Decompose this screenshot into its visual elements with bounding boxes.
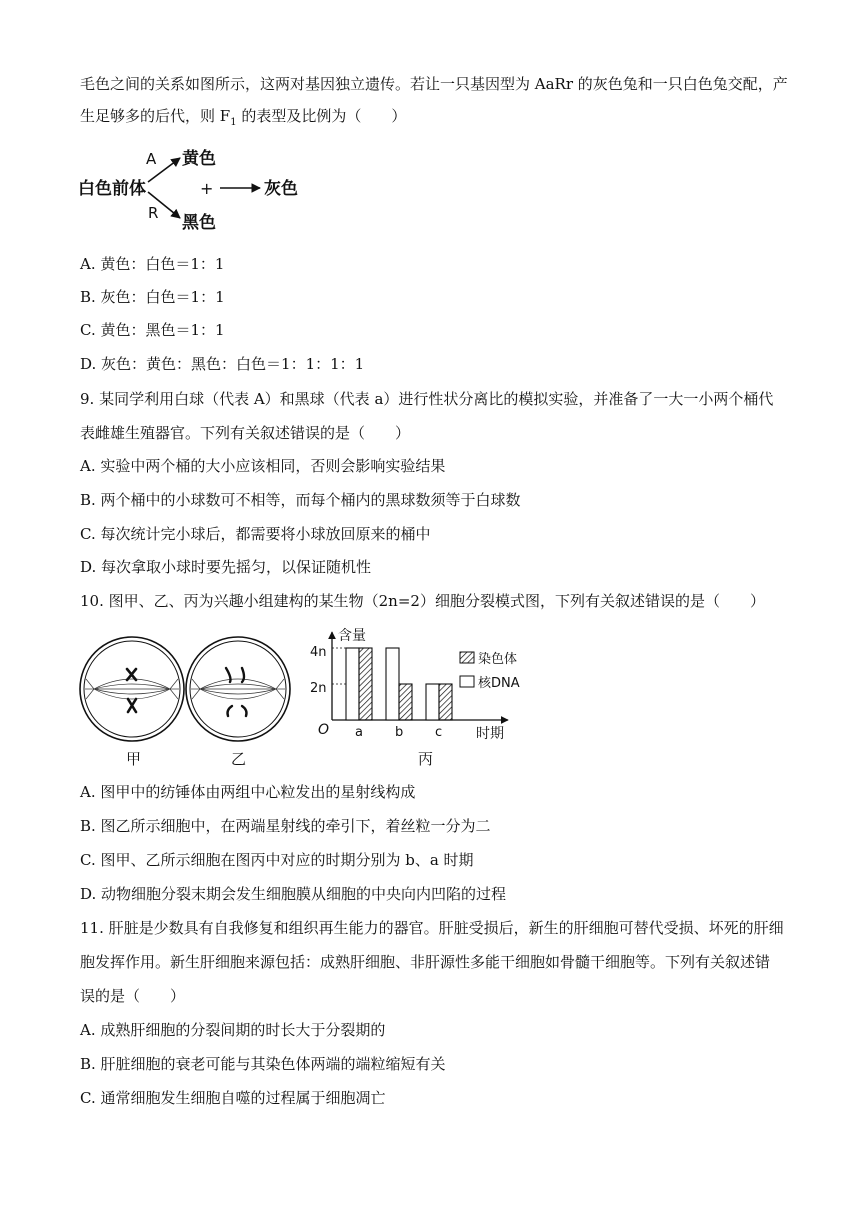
q10-option-b: B. 图乙所示细胞中，在两端星射线的牵引下，着丝粒一分为二 [80, 817, 491, 835]
q9-stem-line2: 表雌雄生殖器官。下列有关叙述错误的是（ ） [80, 424, 411, 442]
q11-stem-line1: 11. 肝脏是少数具有自我修复和组织再生能力的器官。肝脏受损后，新生的肝细胞可替代受损、坏死的肝细 [80, 919, 784, 937]
q8-stem-line1: 毛色之间的关系如图所示，这两对基因独立遗传。若让一只基因型为 AaRr 的灰色兔和一只白色兔交配，产 [80, 75, 788, 93]
legend-swatch-chromosome [460, 652, 474, 663]
q8-stem-line2-sub: 1 [230, 117, 237, 128]
chart-xtick-a: a [355, 725, 363, 740]
q10-option-d: D. 动物细胞分裂末期会发生细胞膜从细胞的中央向内凹陷的过程 [80, 885, 507, 903]
q11-stem-line2: 胞发挥作用。新生肝细胞来源包括：成熟肝细胞、非肝源性多能干细胞如骨髓干细胞等。下列有关叙述错 [80, 953, 771, 971]
cell-division-figure [76, 624, 536, 772]
chart-xtick-c: c [435, 725, 443, 740]
cell-jia-label: 甲 [126, 750, 142, 768]
legend-swatch-dna [460, 676, 474, 687]
cell-yi-chromosomes [226, 668, 247, 716]
cell-yi [186, 637, 290, 768]
cell-jia-spindle [85, 679, 179, 699]
chart-xtick-b: b [395, 725, 404, 740]
precursor-label: 白色前体 [78, 179, 146, 199]
q8-option-d: D. 灰色：黄色：黑色：白色＝1：1：1：1 [80, 355, 365, 373]
q8-stem-line2 [80, 106, 406, 133]
bar-dna-c [426, 684, 439, 720]
chart-ytick-2n: 2n [310, 681, 327, 696]
yellow-label: 黄色 [182, 149, 216, 169]
q9-option-b: B. 两个桶中的小球数可不相等，而每个桶内的黑球数须等于白球数 [80, 491, 521, 509]
legend-dna: 核DNA [478, 676, 520, 691]
chart-x-ticks [355, 725, 442, 740]
bar-dna-b [386, 648, 399, 720]
chart-y-title: 含量 [338, 628, 366, 644]
bar-chromosome-b [399, 684, 412, 720]
q11-stem-line3: 误的是（ ） [80, 987, 186, 1005]
chart-x-title: 时期 [476, 726, 504, 742]
q10-stem: 10. 图甲、乙、丙为兴趣小组建构的某生物（2n=2）细胞分裂模式图，下列有关叙述错误的是（ ） [80, 592, 765, 610]
chart-bars [332, 648, 452, 720]
q9-option-c: C. 每次统计完小球后，都需要将小球放回原来的桶中 [80, 525, 431, 543]
q8-option-a: A. 黄色：白色＝1：1 [80, 255, 225, 273]
pigment-pathway-diagram [76, 142, 316, 238]
q11-option-a: A. 成熟肝细胞的分裂间期的时长大于分裂期的 [80, 1021, 386, 1039]
q8-stem-line2-post: 的表型及比例为（ ） [236, 107, 407, 125]
black-label: 黑色 [182, 213, 216, 233]
q11-option-c: C. 通常细胞发生细胞自噬的过程属于细胞凋亡 [80, 1089, 386, 1107]
cell-jia-chromosomes [127, 669, 136, 712]
q10-option-c: C. 图甲、乙所示细胞在图丙中对应的时期分别为 b、a 时期 [80, 851, 474, 869]
q8-stem-line2-pre: 生足够多的后代，则 F [80, 107, 231, 125]
q8-option-b: B. 灰色：白色＝1：1 [80, 288, 225, 306]
bar-dna-a [346, 648, 359, 720]
legend-chromosome: 染色体 [478, 652, 518, 667]
gene-r-label: R [148, 204, 159, 222]
plus-sign: + [200, 179, 214, 198]
gray-label: 灰色 [264, 179, 298, 199]
q9-option-a: A. 实验中两个桶的大小应该相同，否则会影响实验结果 [80, 457, 446, 475]
cell-yi-spindle [191, 679, 285, 699]
chart-bing-label: 丙 [418, 750, 434, 768]
q11-option-b: B. 肝脏细胞的衰老可能与其染色体两端的端粒缩短有关 [80, 1055, 446, 1073]
q10-option-a: A. 图甲中的纺锤体由两组中心粒发出的星射线构成 [80, 783, 416, 801]
chart-ytick-4n: 4n [310, 645, 327, 660]
q9-stem-line1: 9. 某同学利用白球（代表 A）和黑球（代表 a）进行性状分离比的模拟实验，并准备了一大一小两个桶代 [80, 390, 774, 408]
cell-yi-label: 乙 [231, 750, 247, 768]
chart-origin: O [318, 722, 330, 738]
chart-bing [310, 628, 520, 768]
bar-chromosome-a [359, 648, 372, 720]
gene-a-label: A [146, 150, 157, 168]
cell-jia [80, 637, 184, 768]
q9-option-d: D. 每次拿取小球时要先摇匀，以保证随机性 [80, 558, 372, 576]
q8-option-c: C. 黄色：黑色＝1：1 [80, 321, 225, 339]
bar-chromosome-c [439, 684, 452, 720]
